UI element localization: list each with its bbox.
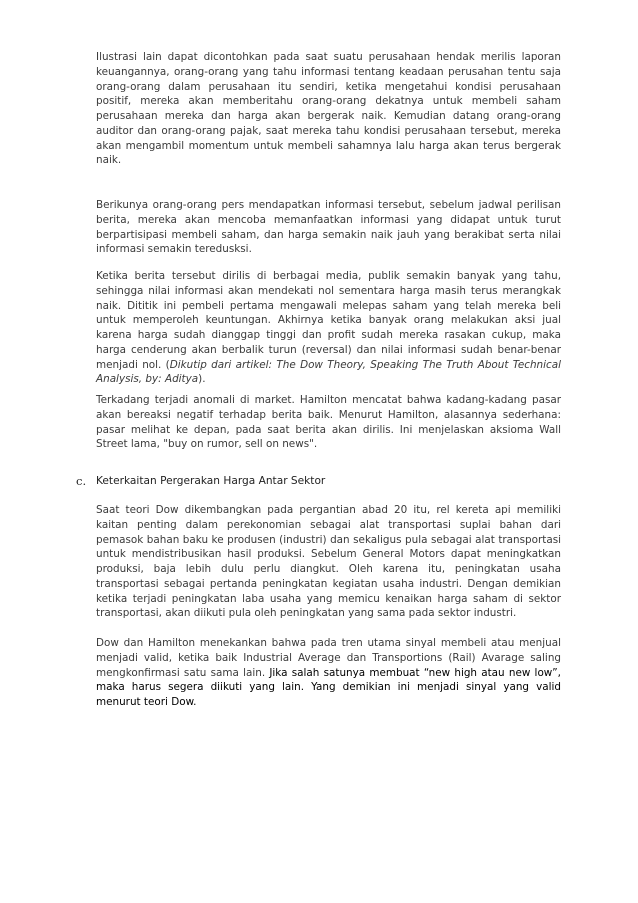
paragraph-insider-illustration: Ilustrasi lain dapat dicontohkan pada saat suatu perusahaan hendak merilis laporan keuangannya, orang-orang yang tahu informasi tentang keadaan perusahan tentu saja orang-orang dalam perusahaan itu sendiri, ketika mengetahui kondisi perusahaan positif, mereka akan memberitahu orang-orang dekatnya untuk membeli saham perusahaan mereka dan harga akan bergerak naik. Kemudian datang orang-orang auditor dan orang-orang pajak, saat mereka tahu kondisi perusahaan tersebut, mereka akan mengambil momentum untuk membeli sahamnya lalu harga akan terus bergerak naik.: [96, 51, 561, 167]
paragraph-media-release-text: Ketika berita tersebut dirilis di berbagai media, publik semakin banyak yang tahu, sehingga nilai informasi akan mendekati nol sementara harga masih terus merangkak naik. Dititik ini pembeli pertama mengawali melepas saham yang telah mereka beli untuk memperoleh keuntungan. Akhirnya ketika banyak orang melakukan aksi jual karena harga sudah dianggap tinggi dan profit sudah mereka rasakan cukup, maka harga cenderung akan berbalik turun (reversal) dan nilai informasi sudah benar-benar menjadi nol. (: [96, 270, 561, 371]
paragraph-anomaly: Terkadang terjadi anomali di market. Hamilton mencatat bahwa kadang-kadang pasar akan bereaksi negatif terhadap berita baik. Menurut Hamilton, alasannya sederhana: pasar melihat ke depan, pada saat berita akan dirilis. Ini menjelaskan aksioma Wall Street lama, "buy on rumor, sell on news".: [96, 394, 561, 451]
paragraph-press: Berikunya orang-orang pers mendapatkan informasi tersebut, sebelum jadwal perilisan berita, mereka akan mencoba memanfaatkan informasi yang didapat untuk turut berpartisipasi membeli saham, dan harga semakin naik jauh yang berakibat serta nilai informasi semakin teredusksi.: [96, 199, 561, 256]
citation-close: ).: [198, 373, 206, 386]
paragraph-confirmation-text: Dow dan Hamilton menekankan bahwa pada tren utama sinyal membeli atau menjual menjadi valid, ketika baik Industrial Average dan Transportions (Rail) Avarage saling mengkonfirmasi satu sama lain.: [96, 637, 561, 679]
section-marker: c.: [76, 474, 87, 488]
section-title: Keterkaitan Pergerakan Harga Antar Sektor: [96, 475, 326, 487]
paragraph-railroads: Saat teori Dow dikembangkan pada pergantian abad 20 itu, rel kereta api memiliki kaitan penting dalam perekonomian sebagai alat transportasi suplai bahan dari pemasok bahan baku ke produsen (industri) dan sekaligus pula sebagai alat transportasi untuk mendistribusikan hasil produksi. Sebelum General Motors dapat meningkatkan produksi, baja lebih dulu perlu diangkut. Oleh karena itu, peningkatan usaha transportasi sebagai pertanda peningkatan kegiatan usaha industri. Dengan demikian ketika terjadi peningkatan laba usaha yang memicu kenaikan harga saham di sektor transportasi, akan diikuti pula oleh peningkatan yang sama pada sektor industri.: [96, 504, 561, 620]
paragraph-media-release: [96, 269, 561, 387]
paragraph-confirmation: [96, 636, 561, 710]
paragraph-confirmation-emphasis: Jika salah satunya membuat “new high atau new low”, maka harus segera diikuti yang lain. Yang demikian ini menjadi sinyal yang valid menurut teori Dow.: [96, 666, 561, 708]
citation: Dikutip dari artikel: The Dow Theory, Speaking The Truth About Technical Analysis, by: Aditya: [96, 358, 561, 386]
